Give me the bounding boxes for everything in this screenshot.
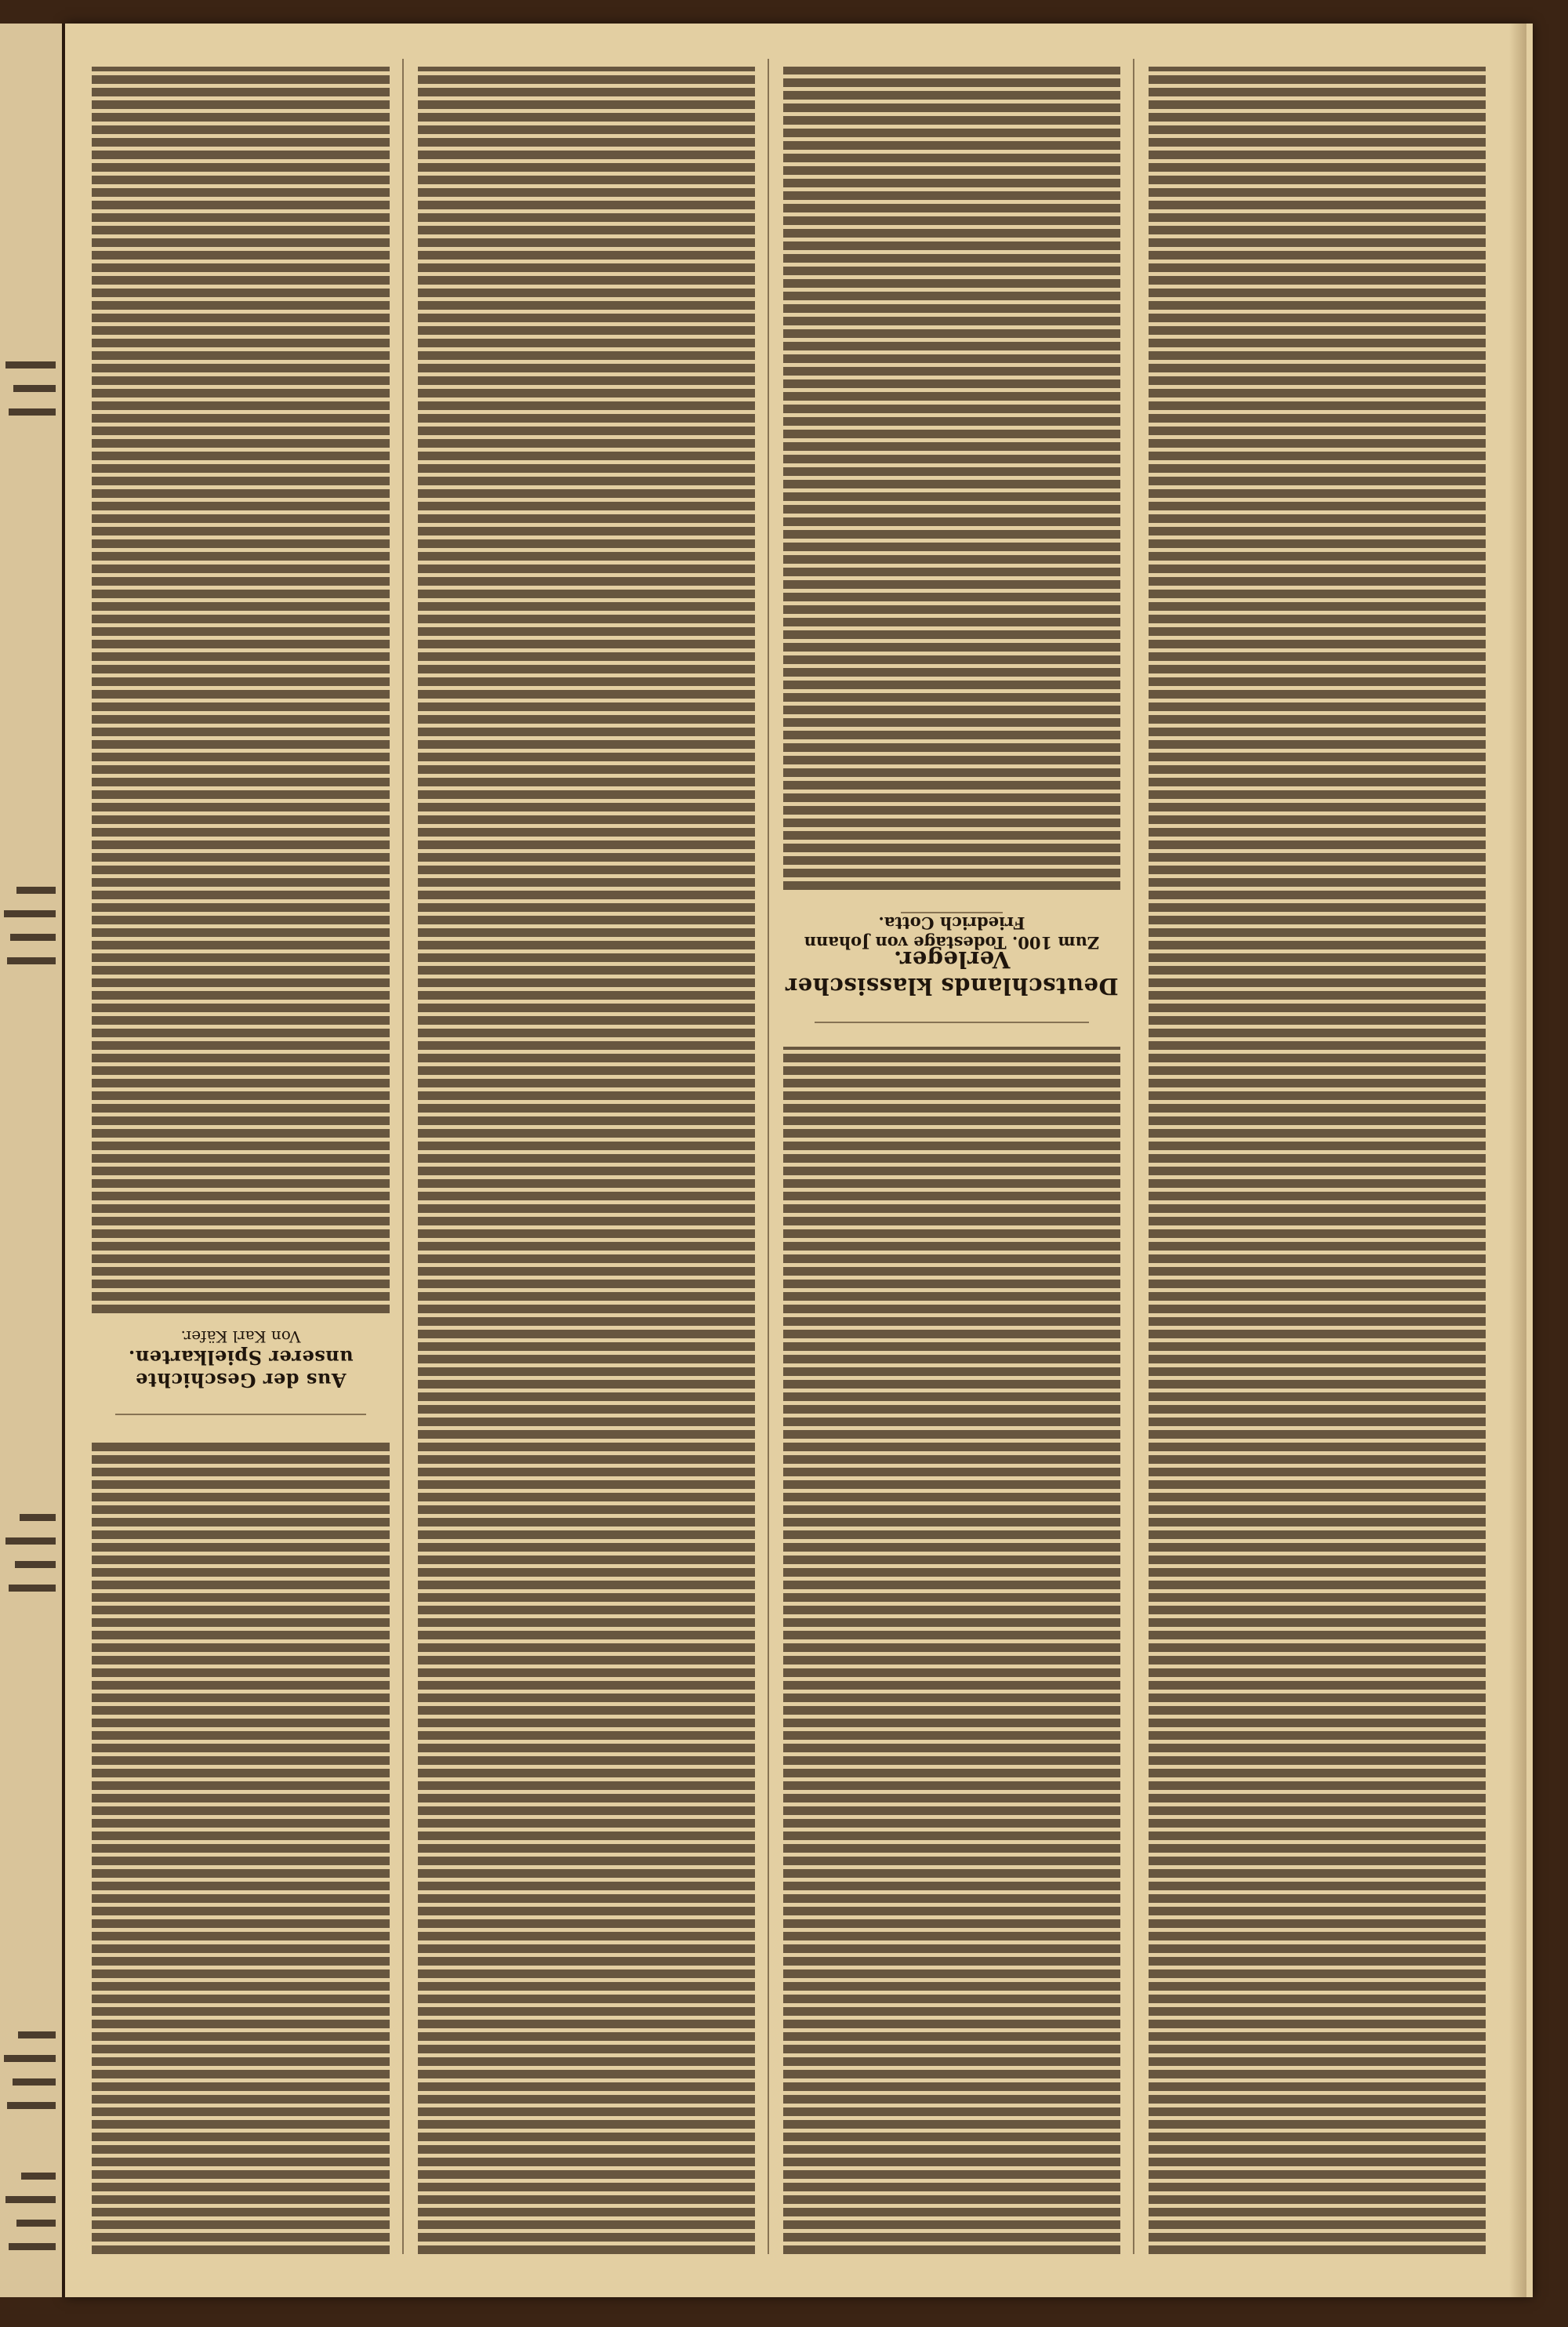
section-2-title: Aus der Geschichte unserer Spielkarten. <box>128 1346 354 1392</box>
column-rule <box>768 59 769 2254</box>
section-2-byline: Von Karl Käfer. <box>180 1327 301 1346</box>
column-rule <box>1133 59 1134 2254</box>
heading-rule <box>901 912 1003 913</box>
article-divider <box>815 1022 1089 1023</box>
section-1-subtitle: Zum 100. Todestage von Johann Friedrich Cotta. <box>804 913 1100 953</box>
column-4 <box>92 59 390 2254</box>
column-3 <box>418 59 755 2254</box>
article-text-block <box>418 67 755 2254</box>
article-text-block <box>92 67 390 1313</box>
article-text-block <box>1149 67 1486 2254</box>
column-2 <box>783 59 1120 2254</box>
section-1-title: Deutschlands klassischer Verleger. <box>785 946 1119 1000</box>
article-text-block <box>783 1047 1120 2254</box>
column-1 <box>1149 59 1486 2254</box>
page-fold-shadow <box>1509 24 1526 2297</box>
article-text-block <box>92 1439 390 2254</box>
column-rule <box>402 59 404 2254</box>
adjacent-page-strip <box>0 24 64 2297</box>
article-divider <box>115 1414 366 1415</box>
article-text-block <box>783 67 1120 890</box>
newspaper-page <box>65 24 1533 2297</box>
